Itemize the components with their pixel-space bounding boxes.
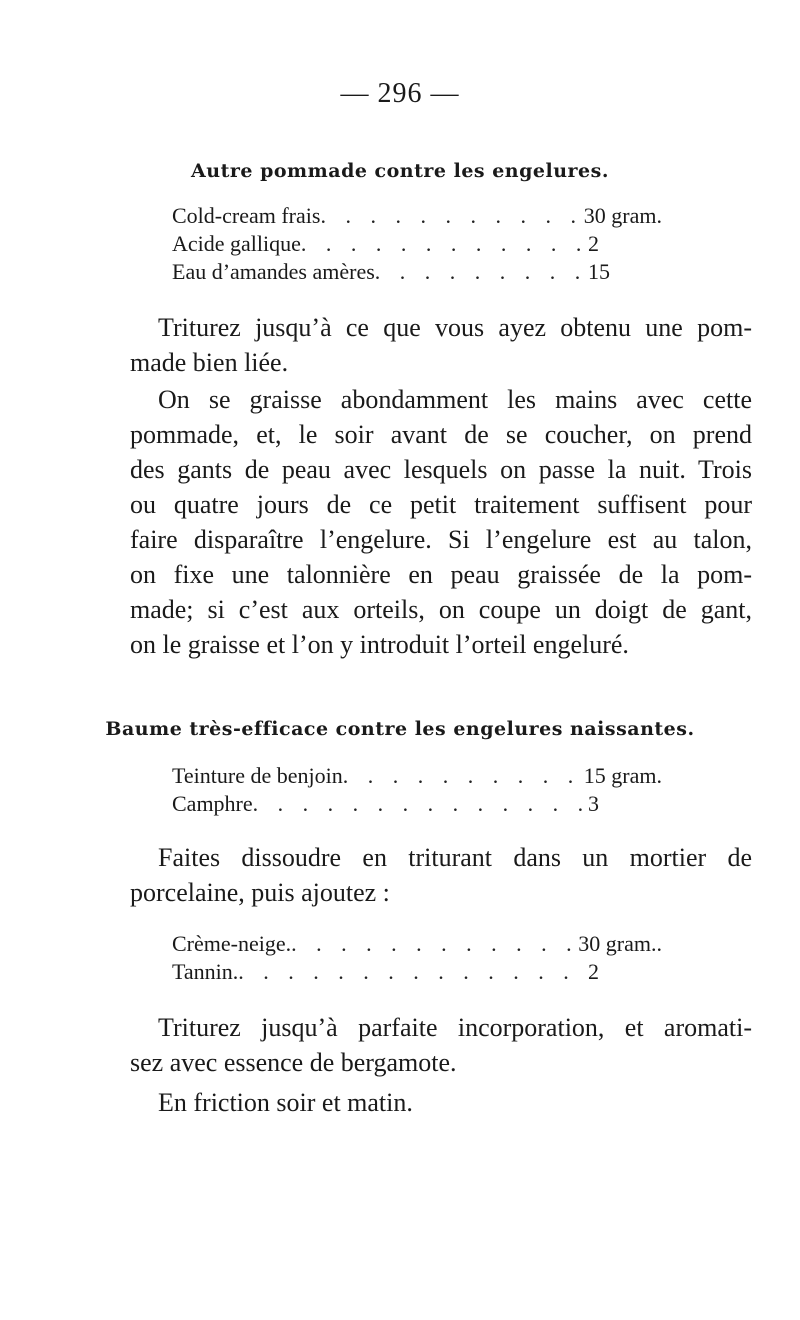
paragraph-line: des gants de peau avec lesquels on passe la nuit. Trois: [130, 455, 752, 484]
paragraph-line: porcelaine, puis ajoutez :: [130, 878, 390, 907]
paragraph-line: pommade, et, le soir avant de se coucher, on prend: [130, 420, 752, 449]
dot-leader: [291, 930, 572, 958]
paragraph-line: on fixe une talonnière en peau graissée de la pom-: [130, 560, 752, 589]
instruction-paragraph: [130, 310, 752, 380]
ingredient-name: Eau d’amandes amères: [172, 259, 375, 284]
ingredient-list-additions: [172, 930, 662, 986]
ingredient-quantity: 3: [588, 791, 599, 816]
paragraph-line: faire disparaître l’engelure. Si l’engelure est au talon,: [130, 525, 752, 554]
ingredient-row: [172, 930, 662, 958]
ingredient-name: Teinture de benjoin: [172, 763, 343, 788]
ingredient-quantity: 30 gram..: [578, 931, 662, 956]
ingredient-name: Cold-cream frais: [172, 203, 321, 228]
paragraph-line: On se graisse abondamment les mains avec cette: [158, 385, 752, 414]
ingredient-name: Tannin.: [172, 959, 239, 984]
ingredient-quantity: 2: [588, 959, 599, 984]
dot-leader: [301, 230, 582, 258]
instruction-paragraph: [130, 1085, 752, 1120]
ingredient-row: [172, 790, 662, 818]
instruction-paragraph: [130, 1010, 752, 1080]
paragraph-line: Triturez jusqu’à parfaite incorporation, et aromati-: [158, 1013, 752, 1042]
paragraph-line: ou quatre jours de ce petit traitement suffisent pour: [130, 490, 752, 519]
ingredient-name: Acide gallique: [172, 231, 301, 256]
ingredient-quantity: 2: [588, 231, 599, 256]
paragraph-line: made bien liée.: [130, 348, 289, 377]
ingredient-quantity: 15 gram.: [583, 763, 662, 788]
page-number: — 296 —: [340, 78, 460, 109]
dot-leader: [320, 202, 577, 230]
ingredient-row: [172, 258, 662, 286]
section-title-baume: Baume très-efficace contre les engelures naissantes.: [105, 718, 695, 740]
dot-leader: [375, 258, 582, 286]
ingredient-row: [172, 230, 662, 258]
paragraph-line: on le graisse et l’on y introduit l’orteil engeluré.: [130, 630, 629, 659]
dot-leader: [253, 790, 582, 818]
paragraph-line: sez avec essence de bergamote.: [130, 1048, 457, 1077]
paragraph-line: Triturez jusqu’à ce que vous ayez obtenu une pom-: [158, 313, 752, 342]
dot-leader: [238, 958, 582, 986]
paragraph-line: Faites dissoudre en triturant dans un mortier de: [158, 843, 752, 872]
ingredient-row: [172, 202, 662, 230]
ingredient-quantity: 30 gram.: [583, 203, 662, 228]
paragraph-line: En friction soir et matin.: [158, 1088, 413, 1117]
dot-leader: [343, 762, 578, 790]
ingredient-name: Crème-neige.: [172, 931, 292, 956]
ingredient-list-pommade: [172, 202, 662, 286]
ingredient-quantity: 15: [588, 259, 610, 284]
ingredient-row: [172, 958, 662, 986]
instruction-paragraph: [130, 840, 752, 910]
section-title-pommade: Autre pommade contre les engelures.: [191, 160, 609, 182]
paragraph-line: made; si c’est aux orteils, on coupe un doigt de gant,: [130, 595, 752, 624]
ingredient-list-baume: [172, 762, 662, 818]
ingredient-name: Camphre: [172, 791, 253, 816]
ingredient-row: [172, 762, 662, 790]
instruction-paragraph: [130, 382, 752, 662]
